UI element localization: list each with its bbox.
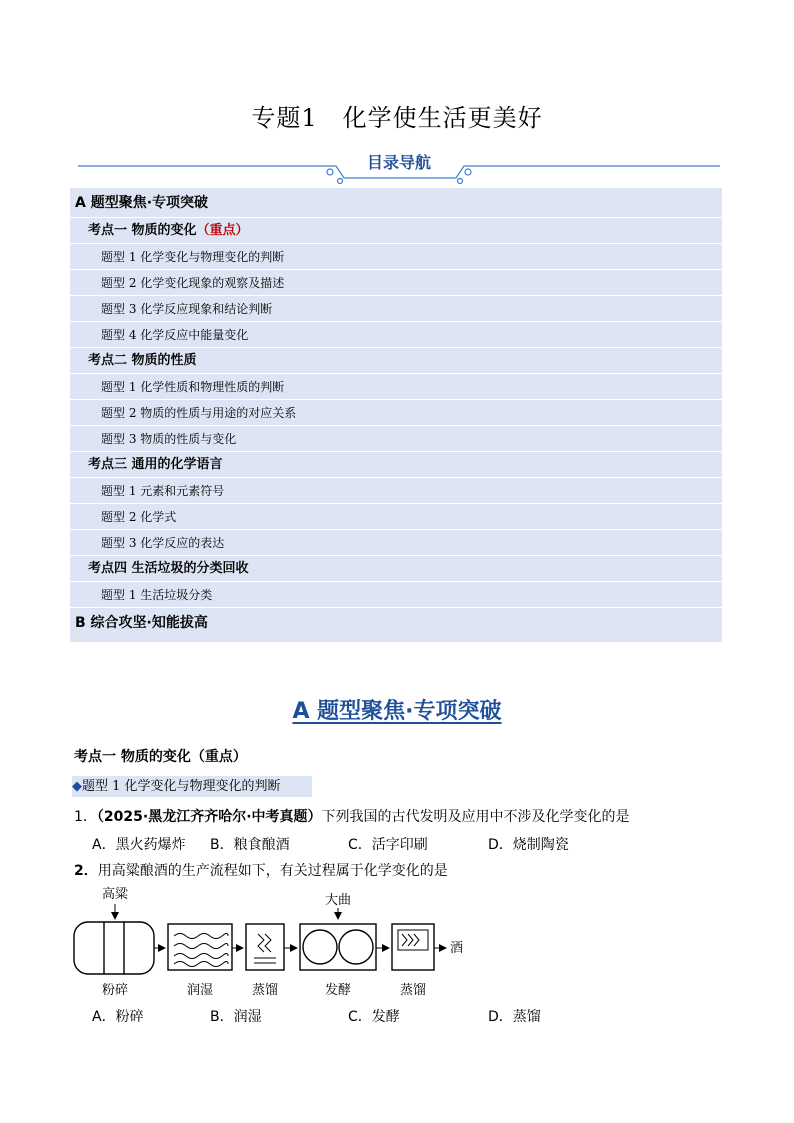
- page-title: 专题1 化学使生活更美好: [251, 104, 543, 132]
- input-label: 高粱: [101, 887, 129, 902]
- question-2: 2．用高粱酿酒的生产流程如下，有关过程属于化学变化的是: [74, 863, 448, 879]
- toc-type-item[interactable]: 题型 3 化学反应的表达: [70, 530, 722, 556]
- option-c: C．活字印刷: [348, 837, 428, 853]
- point1-heading: 考点一 物质的变化（重点）: [74, 749, 247, 765]
- option-c: C．发酵: [348, 1009, 400, 1025]
- toc-type-item[interactable]: 题型 4 化学反应中能量变化: [70, 322, 722, 348]
- toc-type-item[interactable]: 题型 3 化学反应现象和结论判断: [70, 296, 722, 322]
- toc-type-item[interactable]: 题型 3 物质的性质与变化: [70, 426, 722, 452]
- option-b: B．润湿: [210, 1009, 262, 1025]
- option-a: A．黑火药爆炸: [92, 837, 186, 853]
- toc-type-item[interactable]: 题型 1 生活垃圾分类: [70, 582, 722, 608]
- toc-section[interactable]: B 综合攻坚·知能拔高: [75, 615, 208, 631]
- crusher-box: [74, 922, 154, 974]
- additive-label: 大曲: [324, 893, 352, 908]
- nav-label: 目录导航: [366, 153, 432, 172]
- fermentation-box: [300, 924, 376, 970]
- step-label-ferment: 发酵: [324, 983, 352, 998]
- section-a-heading: A 题型聚焦·专项突破: [292, 699, 502, 724]
- key-point-tag: （重点）: [196, 223, 249, 238]
- step-label-steam: 蒸馏: [251, 983, 279, 998]
- diamond-icon: ◆: [72, 779, 82, 794]
- output-label: 酒: [450, 941, 464, 956]
- step-label-crush: 粉碎: [101, 983, 129, 998]
- option-b: B．粮食酿酒: [210, 837, 290, 853]
- option-a: A．粉碎: [92, 1009, 144, 1025]
- toc-point[interactable]: 考点四 生活垃圾的分类回收: [70, 556, 722, 582]
- option-d: D．蒸馏: [488, 1009, 541, 1025]
- toc-point[interactable]: 考点三 通用的化学语言: [70, 452, 722, 478]
- step-label-wet: 润湿: [186, 983, 214, 998]
- toc-section[interactable]: A 题型聚焦·专项突破: [70, 188, 722, 218]
- toc-point[interactable]: 考点二 物质的性质: [70, 348, 722, 374]
- option-d: D．烧制陶瓷: [488, 837, 569, 853]
- toc-type-item[interactable]: 题型 2 化学变化现象的观察及描述: [70, 270, 722, 296]
- toc-type-item[interactable]: 题型 1 化学性质和物理性质的判断: [70, 374, 722, 400]
- toc-type-item[interactable]: 题型 1 化学变化与物理变化的判断: [70, 244, 722, 270]
- liquor-process-diagram: [70, 884, 470, 1004]
- question-type-bar: [72, 776, 312, 797]
- toc-navigation-banner: [78, 148, 720, 188]
- question-type-label: 题型 1 化学变化与物理变化的判断: [82, 779, 281, 794]
- table-of-contents: [70, 188, 722, 642]
- toc-type-item[interactable]: 题型 2 物质的性质与用途的对应关系: [70, 400, 722, 426]
- step-label-distill: 蒸馏: [399, 983, 427, 998]
- toc-type-item[interactable]: 题型 1 元素和元素符号: [70, 478, 722, 504]
- toc-point[interactable]: 考点一 物质的变化（重点）: [70, 218, 722, 244]
- toc-type-item[interactable]: 题型 2 化学式: [70, 504, 722, 530]
- question-1: 1．（2025·黑龙江齐齐哈尔·中考真题）下列我国的古代发明及应用中不涉及化学变化的是: [74, 809, 630, 825]
